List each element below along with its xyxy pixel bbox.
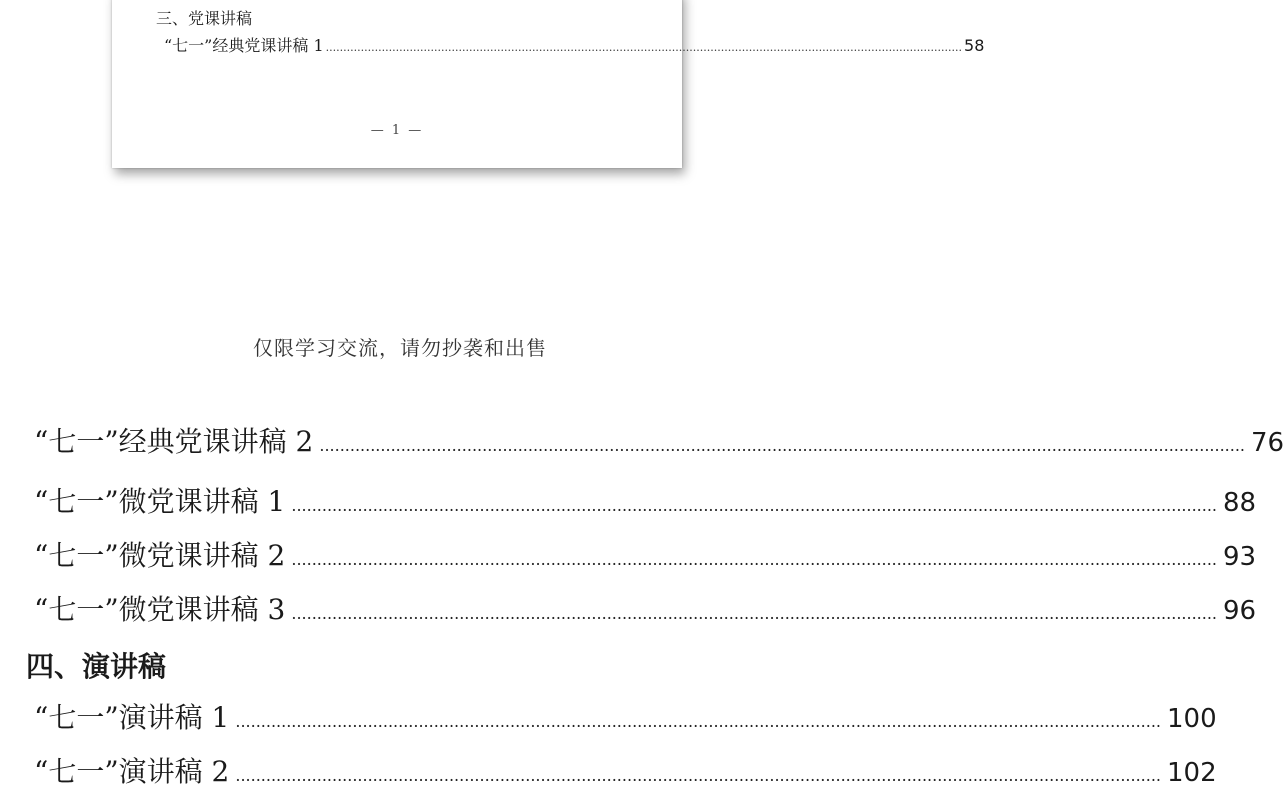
toc-entry-page: 58 — [964, 36, 985, 55]
section-heading: 四、演讲稿 — [26, 650, 167, 683]
toc-entry-title: “七一”微党课讲稿 2 — [34, 539, 286, 572]
dot-leader: ...................................................................................................................................................................................... — [291, 550, 1217, 569]
usage-notice: 仅限学习交流，请勿抄袭和出售 — [253, 336, 547, 360]
toc-entry — [34, 534, 1257, 574]
toc-entry — [34, 750, 1217, 790]
toc-entry-title: “七一”微党课讲稿 3 — [34, 593, 286, 626]
section-heading: 三、党课讲稿 — [156, 9, 253, 28]
dot-leader: ...................................................................................................................................................................................... — [291, 604, 1217, 623]
toc-entry-page: 88 — [1223, 488, 1257, 518]
toc-entry-title: “七一”经典党课讲稿 2 — [34, 425, 314, 458]
toc-entry-page: 96 — [1223, 596, 1257, 626]
toc-entry-title: “七一”演讲稿 1 — [34, 701, 230, 734]
toc-entry-page: 93 — [1223, 542, 1257, 572]
toc-entry-page: 102 — [1167, 758, 1217, 788]
toc-entry — [34, 420, 1284, 460]
toc-entry-page: 76 — [1251, 428, 1284, 458]
toc-entry — [34, 588, 1257, 628]
dot-leader: ...................................................................................................................................................................................... — [319, 436, 1245, 455]
dot-leader: ...................................................................................................................................................................................... — [291, 496, 1217, 515]
toc-entry-page: 100 — [1167, 704, 1217, 734]
page-number-footer: — 1 — — [370, 123, 424, 138]
dot-leader: ...................................................................................................................................................................................... — [325, 41, 963, 54]
toc-entry-title: “七一”演讲稿 2 — [34, 755, 230, 788]
dot-leader: ...................................................................................................................................................................................... — [235, 712, 1161, 731]
document-page — [112, 0, 985, 168]
dot-leader: ...................................................................................................................................................................................... — [235, 766, 1161, 785]
toc-entry — [34, 480, 1257, 520]
toc-entry — [164, 33, 985, 56]
toc-entry — [34, 696, 1217, 736]
toc-entry-title: “七一”微党课讲稿 1 — [34, 485, 286, 518]
toc-entry-title: “七一”经典党课讲稿 1 — [164, 36, 324, 55]
